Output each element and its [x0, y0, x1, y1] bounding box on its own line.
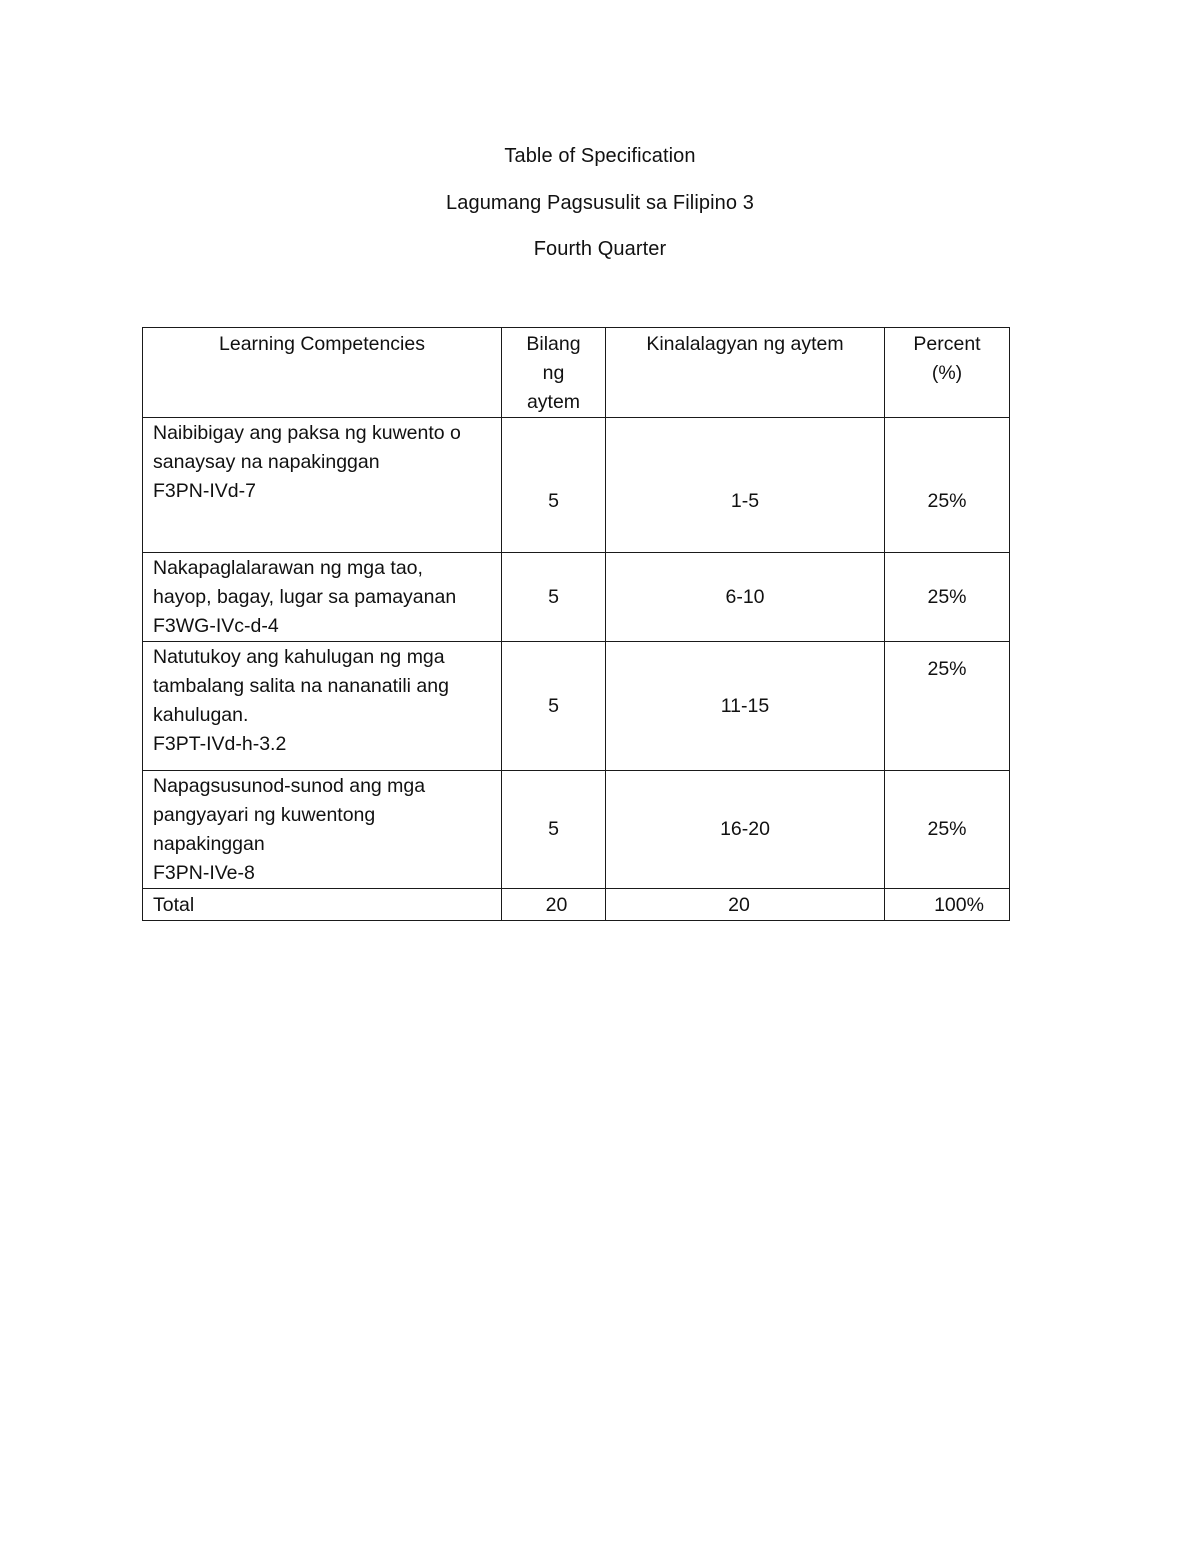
item-placement-cell: 16-20 [606, 771, 885, 889]
item-count-cell: 5 [502, 418, 606, 553]
competency-line: sanaysay na napakinggan [153, 451, 380, 473]
competency-line: hayop, bagay, lugar sa pamayanan [153, 586, 457, 608]
header-text-line: Percent [913, 333, 981, 355]
competency-code: F3PN-IVe-8 [153, 862, 255, 884]
document-subtitle: Lagumang Pagsusulit sa Filipino 3 [446, 192, 754, 214]
competency-line: pangyayari ng kuwentong [153, 804, 376, 826]
total-item-count: 20 [502, 889, 606, 921]
item-count-cell: 5 [502, 642, 606, 771]
specification-table [142, 327, 1010, 921]
header-bilang-ng-aytem [502, 328, 606, 418]
competency-line: tambalang salita na nananatili ang [153, 675, 449, 697]
item-placement-cell: 11-15 [606, 642, 885, 771]
item-count-cell: 5 [502, 553, 606, 642]
competency-line: napakinggan [153, 833, 265, 855]
document-title: Table of Specification [504, 145, 696, 167]
competency-line: Natutukoy ang kahulugan ng mga [153, 646, 445, 668]
table-row [143, 642, 1010, 771]
competency-code: F3PN-IVd-7 [153, 480, 256, 502]
percent-cell: 25% [885, 642, 1010, 771]
competency-line: kahulugan. [153, 704, 249, 726]
table-row [143, 418, 1010, 553]
total-percent: 100% [885, 889, 1010, 921]
header-kinalalagyan-ng-aytem: Kinalalagyan ng aytem [606, 328, 885, 418]
item-placement-cell: 1-5 [606, 418, 885, 553]
header-percent [885, 328, 1010, 418]
header-text-line: ng [542, 362, 565, 384]
item-placement-cell: 6-10 [606, 553, 885, 642]
competency-cell [143, 771, 502, 889]
table-row [143, 553, 1010, 642]
header-learning-competencies: Learning Competencies [143, 328, 502, 418]
header-text-line: (%) [931, 362, 963, 384]
total-items: 20 [606, 889, 885, 921]
competency-cell [143, 642, 502, 771]
item-count-cell: 5 [502, 771, 606, 889]
competency-code: F3PT-IVd-h-3.2 [153, 733, 287, 755]
table-total-row [143, 889, 1010, 921]
competency-line: Nakapaglalarawan ng mga tao, [153, 557, 423, 579]
table-row [143, 771, 1010, 889]
percent-cell: 25% [885, 418, 1010, 553]
header-text-line: aytem [526, 391, 581, 413]
total-label: Total [143, 889, 502, 921]
percent-cell: 25% [885, 553, 1010, 642]
header-text-line: Bilang [526, 333, 581, 355]
document-quarter: Fourth Quarter [533, 238, 667, 260]
competency-code: F3WG-IVc-d-4 [153, 615, 279, 637]
competency-cell [143, 553, 502, 642]
percent-cell: 25% [885, 771, 1010, 889]
competency-cell [143, 418, 502, 553]
competency-line: Napagsusunod-sunod ang mga [153, 775, 426, 797]
competency-line: Naibibigay ang paksa ng kuwento o [153, 422, 461, 444]
table-header-row [143, 328, 1010, 418]
